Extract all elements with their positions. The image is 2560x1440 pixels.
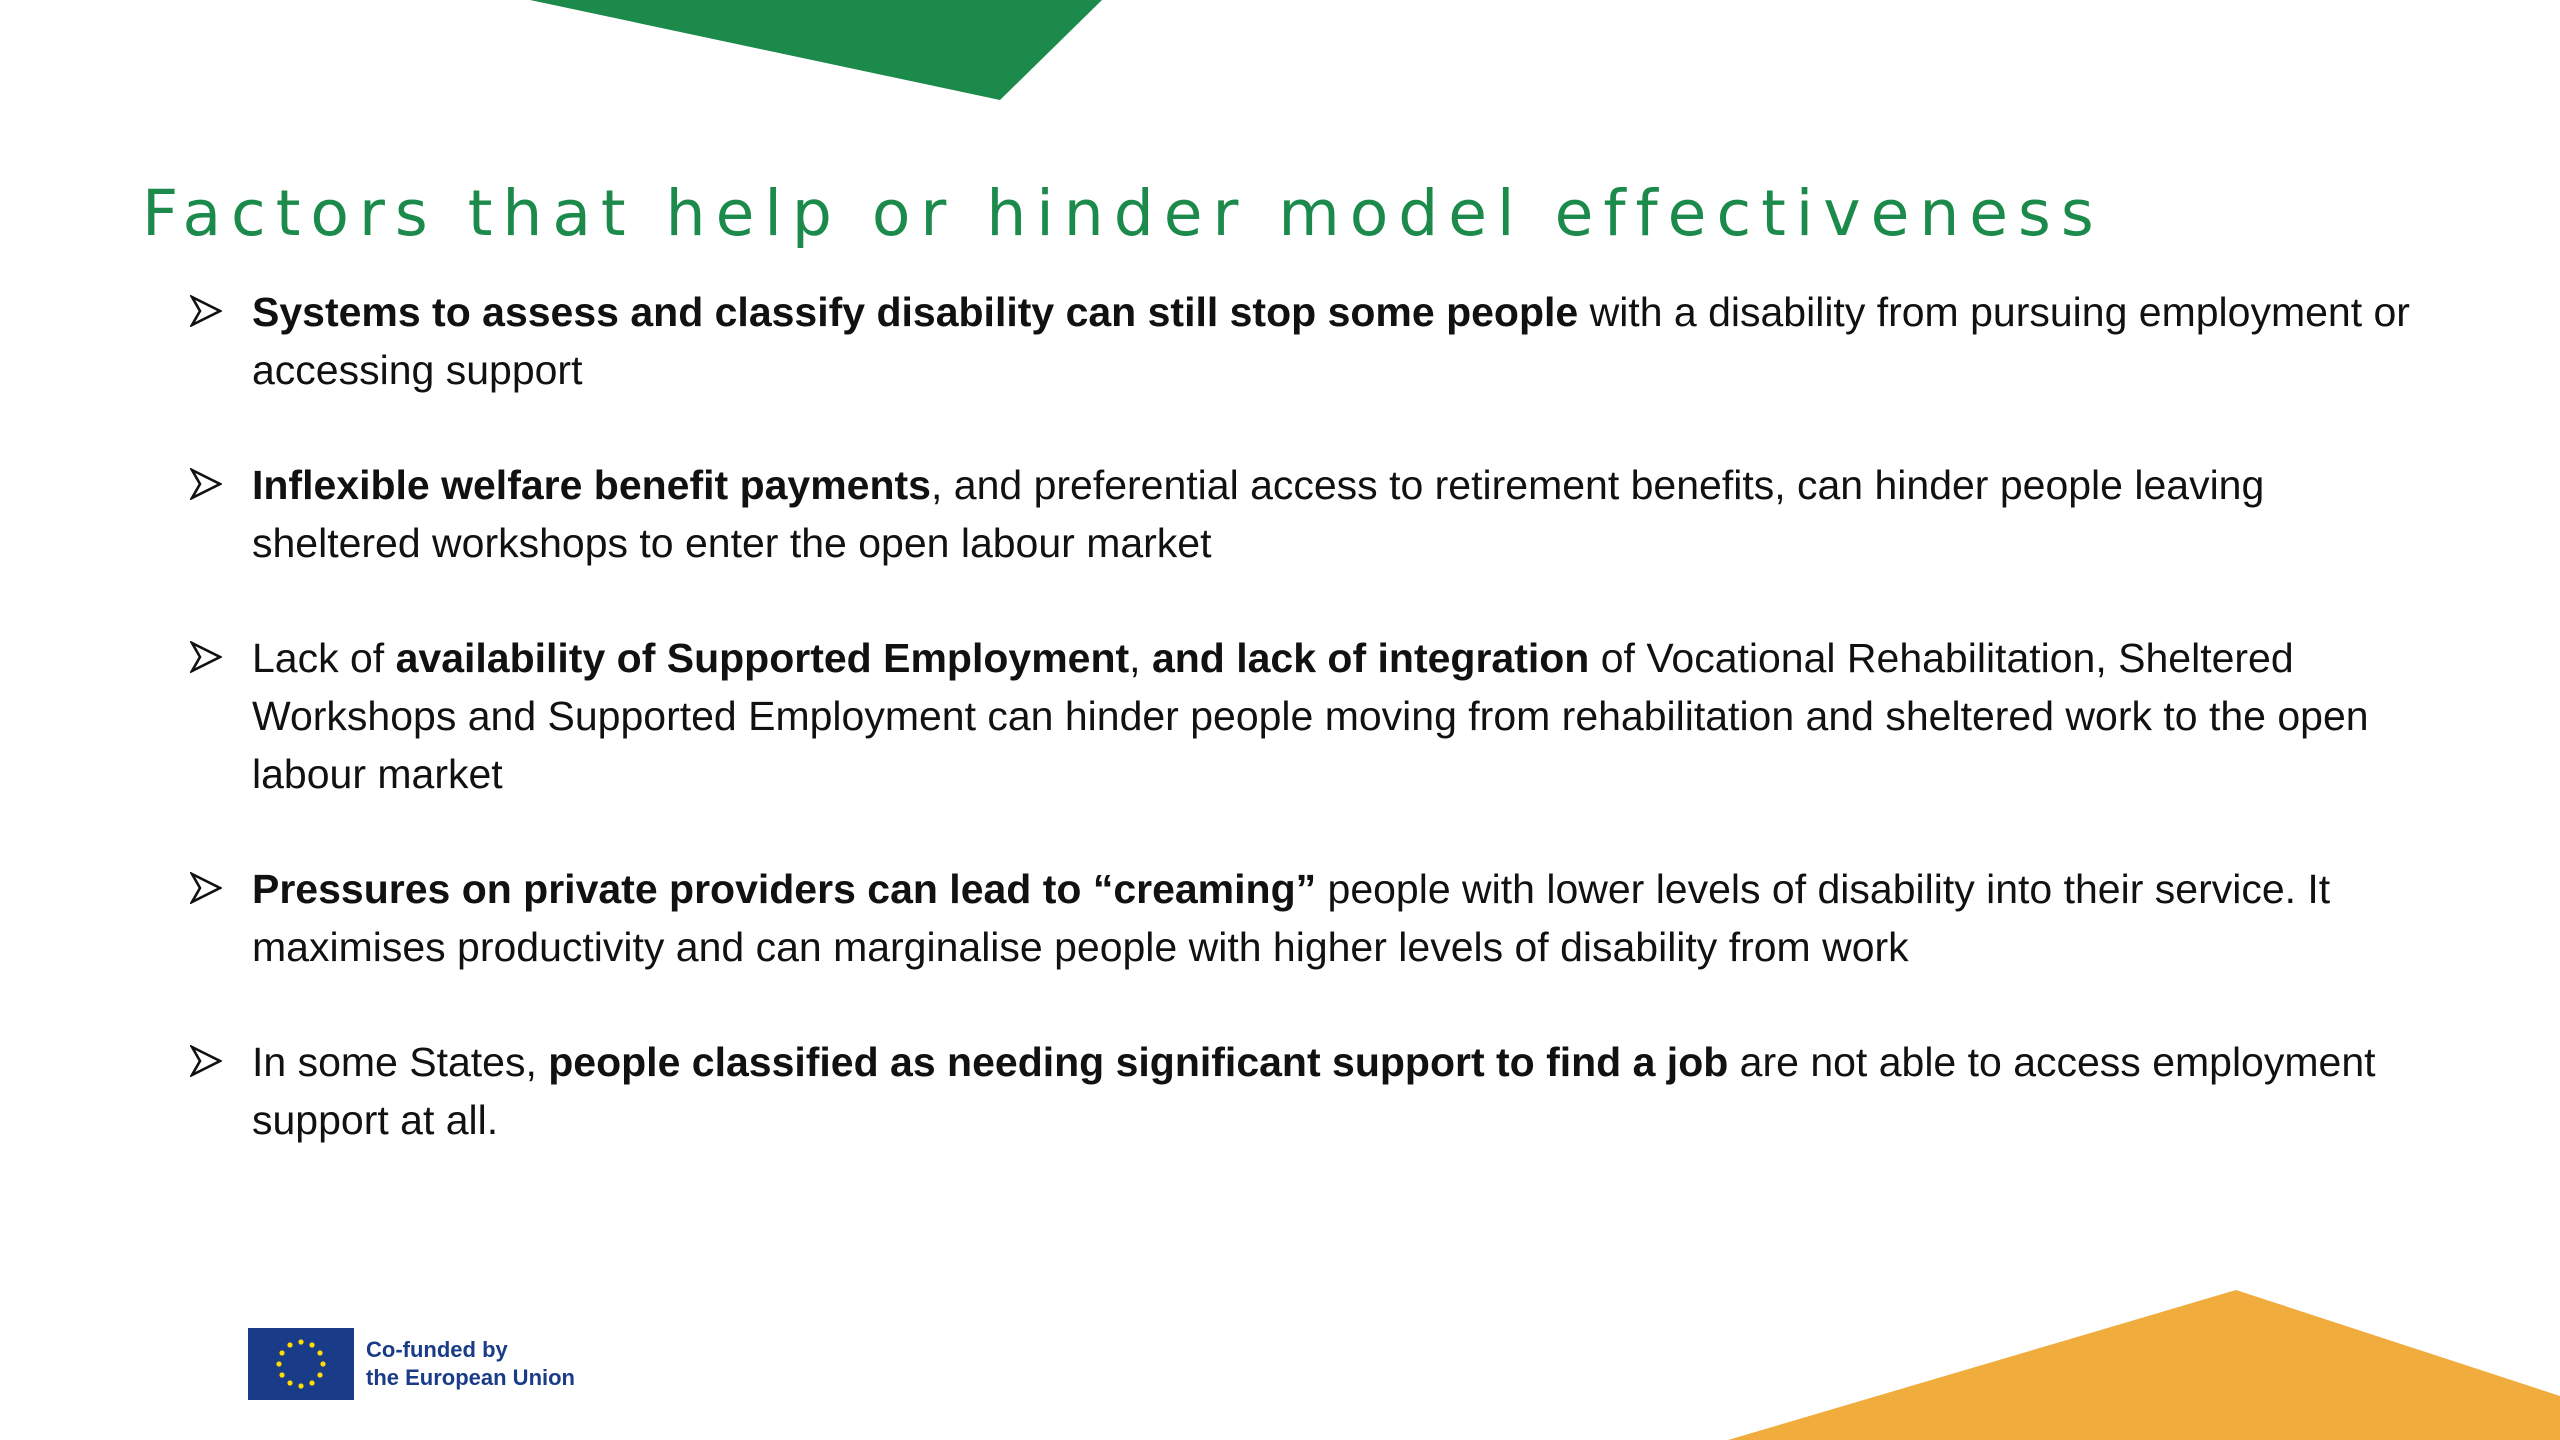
arrowhead-bullet-icon <box>190 641 222 673</box>
eu-text-line-1: Co-funded by <box>366 1337 508 1362</box>
bullet-item-4 <box>190 860 2430 976</box>
bullet-3-bold-1: availability of Supported Employment <box>395 635 1130 681</box>
bullet-2-text: , and preferential access to retirement benefits, can hinder people leaving sheltered workshops to enter the open labour market <box>252 462 2265 566</box>
bullet-item-5 <box>190 1033 2430 1149</box>
bullet-3-text: of Vocational Rehabilitation, Sheltered Workshops and Supported Employment can hinder people moving from rehabilitation and sheltered work to the open labour market <box>252 635 2369 797</box>
bullet-3-bold-2: and lack of integration <box>1151 635 1590 681</box>
bullet-list <box>190 283 2430 1206</box>
bullet-3-separator: , <box>1129 635 1152 681</box>
bullet-item-3 <box>190 629 2430 803</box>
bullet-4-text: people with lower levels of disability into their service. It maximises productivity and can marginalise people with higher levels of disability from work <box>252 866 2331 970</box>
bullet-5-text: are not able to access employment support at all. <box>252 1039 2376 1143</box>
green-decorative-shape <box>530 0 1102 100</box>
arrowhead-bullet-icon <box>190 468 222 500</box>
bullet-2-bold: Inflexible welfare benefit payments <box>252 462 931 508</box>
arrowhead-bullet-icon <box>190 872 222 904</box>
arrowhead-bullet-icon <box>190 295 222 327</box>
bullet-1-bold: Systems to assess and classify disability can still stop some people <box>252 289 1579 335</box>
bullet-4-bold: Pressures on private providers can lead to “creaming” <box>252 866 1317 912</box>
eu-cofunded-logo <box>248 1328 575 1400</box>
bullet-item-2 <box>190 456 2430 572</box>
bullet-3-text-start: Lack of <box>252 635 396 681</box>
bullet-5-bold: people classified as needing significant support to find a job <box>548 1039 1729 1085</box>
bullet-1-text: with a disability from pursuing employment or accessing support <box>252 289 2410 393</box>
eu-cofunded-text <box>366 1336 575 1392</box>
slide-title: Factors that help or hinder model effectiveness <box>142 177 2104 250</box>
bullet-item-1 <box>190 283 2430 399</box>
eu-flag-icon <box>248 1328 354 1400</box>
orange-decorative-shape <box>1728 1290 2560 1440</box>
arrowhead-bullet-icon <box>190 1045 222 1077</box>
eu-text-line-2: the European Union <box>366 1365 575 1390</box>
bullet-5-text-start: In some States, <box>252 1039 549 1085</box>
